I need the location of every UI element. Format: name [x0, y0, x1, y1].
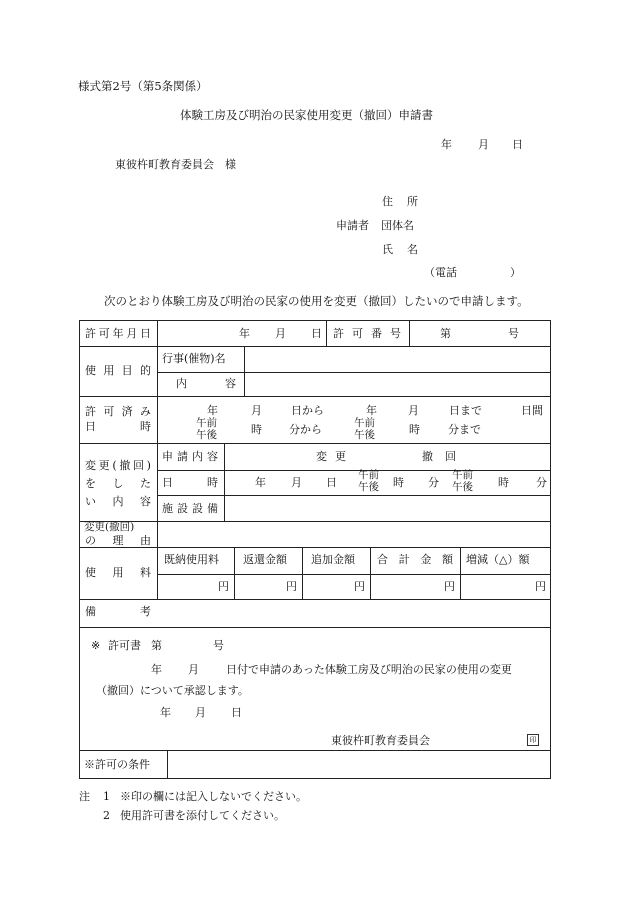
table-rule-horizontal	[157, 495, 551, 496]
fee-header-total-char: 合	[377, 553, 388, 566]
change-option-label	[316, 451, 346, 462]
fee-header-diff: 増減（△）額	[466, 553, 530, 566]
table-rule-vertical	[234, 547, 235, 599]
notes-prefix: 注	[79, 790, 90, 803]
permit-day-unit: 日	[311, 327, 322, 340]
change-option-label-char: 変	[316, 450, 327, 463]
approved-label-top-char: 許	[85, 405, 96, 418]
date-month-unit: 月	[478, 138, 489, 151]
permit-number-label-char: 許	[333, 327, 344, 340]
fee-header-total-char: 額	[441, 553, 453, 566]
request-content-label	[162, 451, 218, 462]
table-rule-horizontal	[157, 372, 551, 373]
date-day-unit: 日	[512, 138, 523, 151]
table-rule-vertical	[326, 320, 327, 346]
change-datetime-label-char: 日	[162, 476, 173, 489]
permit-date-label-char: 可	[98, 327, 110, 340]
approved-hikara: 日から	[291, 404, 324, 417]
fee-unit-refund: 円	[286, 580, 297, 593]
approved-himade: 日まで	[449, 404, 482, 417]
form-title: 体験工房及び明治の民家使用変更（撤回）申請書	[180, 108, 433, 122]
issuer-name: 東彼杵町教育委員会	[331, 734, 430, 747]
note-1-text: ※印の欄には記入しないでください。	[120, 790, 307, 803]
applicant-org-label: 団体名	[381, 219, 414, 232]
table-rule-horizontal	[157, 470, 551, 471]
purpose-label-char: 的	[139, 364, 151, 377]
change-label-line1	[85, 460, 151, 471]
table-rule-vertical	[157, 320, 158, 599]
approval-mark: ※	[91, 639, 101, 652]
fee-unit-total: 円	[444, 580, 455, 593]
permit-date-label-char: 年	[112, 327, 124, 340]
permit-number-label-char: 可	[352, 327, 363, 340]
change-gogo2: 午後	[452, 481, 473, 493]
fee-label	[85, 567, 151, 578]
permit-year-unit: 年	[239, 327, 250, 340]
change-label-line2	[85, 478, 151, 489]
approved-label-top-char: 済	[121, 405, 133, 418]
change-label-line1-char: 回	[132, 459, 144, 472]
content-label-char: 容	[225, 377, 236, 390]
request-content-label-char: 内	[192, 450, 203, 463]
approved-funmade: 分まで	[448, 423, 481, 436]
approval-go: 号	[213, 639, 224, 652]
fee-label-char: 使	[85, 566, 96, 579]
fee-header-additional: 追加金額	[311, 553, 355, 566]
remarks-label	[85, 606, 151, 617]
change-fun2: 分	[536, 476, 547, 489]
reason-label-bottom-char: 由	[140, 534, 151, 547]
change-label-line2-char: た	[140, 477, 151, 490]
approved-gogo1: 午後	[196, 429, 217, 441]
table-rule-horizontal	[79, 396, 551, 397]
approval-sentence-2: （撤回）について承認します。	[96, 684, 249, 697]
applicant-name-label	[382, 244, 418, 255]
phone-open: （電話	[424, 266, 457, 279]
table-rule-vertical	[370, 547, 371, 599]
withdraw-option-label-char: 回	[445, 450, 456, 463]
approval-permit-label: 許可書	[108, 639, 141, 652]
date-year-unit: 年	[441, 138, 452, 151]
change-gogo1: 午後	[358, 481, 379, 493]
fee-unit-additional: 円	[354, 580, 365, 593]
request-content-label-char: 容	[207, 450, 218, 463]
approval-nen: 年	[151, 663, 162, 676]
change-label-line1-char: (	[112, 459, 117, 472]
approved-nichikan: 日間	[521, 404, 543, 417]
change-ji2: 時	[498, 476, 509, 489]
table-rule-horizontal	[79, 521, 551, 522]
table-rule-horizontal	[79, 750, 551, 751]
reason-label-top: 変更(撤回)	[84, 521, 135, 533]
change-nen: 年	[255, 476, 266, 489]
approval-tsuki: 月	[188, 663, 199, 676]
approval-date-tsuki: 月	[195, 706, 206, 719]
fee-unit-paid: 円	[218, 580, 229, 593]
facility-label-char: 設	[192, 502, 203, 515]
reason-label-bottom	[85, 535, 151, 546]
table-rule-horizontal	[79, 627, 551, 628]
table-rule-horizontal	[79, 346, 551, 347]
change-label-line3-char: 容	[140, 495, 151, 508]
change-label-line1-char: 更	[98, 459, 110, 472]
change-tsuki: 月	[291, 476, 302, 489]
permit-number-label	[333, 328, 401, 339]
seal-stamp	[527, 733, 539, 746]
approved-label-bottom-char: 時	[140, 420, 151, 433]
change-label-line3	[85, 496, 151, 507]
table-rule-horizontal	[157, 574, 551, 575]
phone-close: ）	[510, 266, 521, 279]
change-gozen2: 午前	[452, 469, 473, 481]
content-label	[176, 378, 236, 389]
approved-ji1: 時	[251, 423, 262, 436]
fee-header-total	[377, 554, 453, 565]
table-rule-horizontal	[79, 443, 551, 444]
change-fun1: 分	[428, 476, 439, 489]
fee-header-refund: 返還金額	[243, 553, 287, 566]
permit-date-label	[85, 328, 151, 339]
change-label-line1-char: 変	[85, 459, 96, 472]
approved-gozen2: 午前	[354, 417, 375, 429]
permit-number-label-char: 番	[371, 327, 382, 340]
seal-mark: 印	[527, 734, 539, 746]
table-rule-vertical	[224, 443, 225, 521]
approved-tsuki2: 月	[408, 404, 419, 417]
approval-sentence-1: 日付で申請のあった体験工房及び明治の民家の使用の変更	[226, 663, 512, 676]
note-2-text: 使用許可書を添付してください。	[120, 809, 285, 822]
application-table	[79, 320, 551, 779]
approved-tsuki1: 月	[251, 404, 262, 417]
table-rule-vertical	[460, 547, 461, 599]
approval-date-hi: 日	[231, 706, 242, 719]
facility-label-char: 備	[207, 502, 218, 515]
withdraw-option-label-char: 撤	[422, 450, 433, 463]
change-gozen1: 午前	[358, 469, 379, 481]
purpose-label-char: 用	[103, 364, 115, 377]
permit-date-label-char: 月	[126, 327, 138, 340]
applicant-name-label-char: 名	[407, 243, 418, 256]
permit-number-label-char: 号	[390, 327, 401, 340]
event-name-label: 行事(催物)名	[162, 352, 226, 365]
table-rule-vertical	[244, 346, 245, 396]
request-content-label-char: 請	[177, 450, 188, 463]
approved-nen2: 年	[366, 404, 377, 417]
applicant-name-label-char: 氏	[382, 243, 393, 256]
table-rule-vertical	[302, 547, 303, 599]
reason-label-bottom-char: 理	[112, 534, 124, 547]
change-label-line1-char: 撤	[119, 459, 131, 472]
change-hi: 日	[326, 476, 337, 489]
permit-go: 号	[508, 327, 519, 340]
applicant-address-label-char: 所	[407, 195, 418, 208]
permit-date-label-char: 日	[140, 327, 151, 340]
applicant-address-label	[382, 196, 418, 207]
approved-gogo2: 午後	[354, 429, 375, 441]
approved-label-bottom	[85, 421, 151, 432]
fee-header-total-char: 計	[398, 553, 410, 566]
applicant-address-label-char: 住	[382, 195, 393, 208]
form-code: 様式第2号（第5条関係）	[78, 79, 208, 93]
reason-label-bottom-char: の	[85, 534, 96, 547]
fee-label-char: 料	[140, 566, 151, 579]
facility-label-char: 設	[177, 502, 188, 515]
approval-dai: 第	[151, 639, 162, 652]
fee-header-total-char: 金	[420, 553, 432, 566]
purpose-label-char: 目	[121, 364, 133, 377]
applicant-label: 申請者	[336, 219, 369, 232]
facility-label	[162, 503, 218, 514]
approval-date-nen: 年	[160, 706, 171, 719]
table-rule-vertical	[409, 320, 410, 346]
permit-date-label-char: 許	[85, 327, 96, 340]
withdraw-option-label	[422, 451, 456, 462]
approved-nen1: 年	[207, 404, 218, 417]
addressee: 東彼杵町教育委員会 様	[115, 158, 236, 171]
approved-label-top-char: み	[139, 405, 151, 418]
note-1-number: 1	[103, 790, 110, 803]
fee-header-paid: 既納使用料	[164, 553, 219, 566]
approved-label-top-char: 可	[103, 405, 115, 418]
change-label-line2-char: し	[112, 477, 124, 490]
fee-label-char: 用	[112, 566, 124, 579]
purpose-label	[85, 365, 151, 376]
content-label-char: 内	[176, 377, 187, 390]
change-label-line1-char: )	[146, 459, 151, 472]
change-datetime-label-char: 時	[207, 476, 218, 489]
approved-funkara: 分から	[289, 423, 322, 436]
conditions-label: ※許可の条件	[84, 758, 150, 771]
remarks-label-char: 考	[140, 605, 151, 618]
table-rule-vertical	[167, 750, 168, 779]
remarks-label-char: 備	[85, 605, 96, 618]
facility-label-char: 施	[162, 502, 173, 515]
table-rule-horizontal	[79, 599, 551, 600]
permit-dai: 第	[440, 327, 451, 340]
change-option-label-char: 更	[335, 450, 346, 463]
approved-label-top	[85, 406, 151, 417]
approved-gozen1: 午前	[196, 417, 217, 429]
change-datetime-label	[162, 477, 218, 488]
approved-ji2: 時	[409, 423, 420, 436]
permit-month-unit: 月	[275, 327, 286, 340]
request-content-label-char: 申	[162, 450, 173, 463]
intro-text: 次のとおり体験工房及び明治の民家の使用を変更（撤回）したいので申請します。	[104, 294, 529, 308]
fee-unit-diff: 円	[535, 580, 546, 593]
change-label-line3-char: 内	[112, 495, 124, 508]
change-label-line3-char: い	[85, 495, 96, 508]
note-2-number: 2	[103, 809, 110, 822]
change-label-line2-char: を	[85, 477, 96, 490]
table-rule-horizontal	[79, 547, 551, 548]
approved-label-bottom-char: 日	[85, 420, 96, 433]
purpose-label-char: 使	[85, 364, 96, 377]
change-ji1: 時	[393, 476, 404, 489]
